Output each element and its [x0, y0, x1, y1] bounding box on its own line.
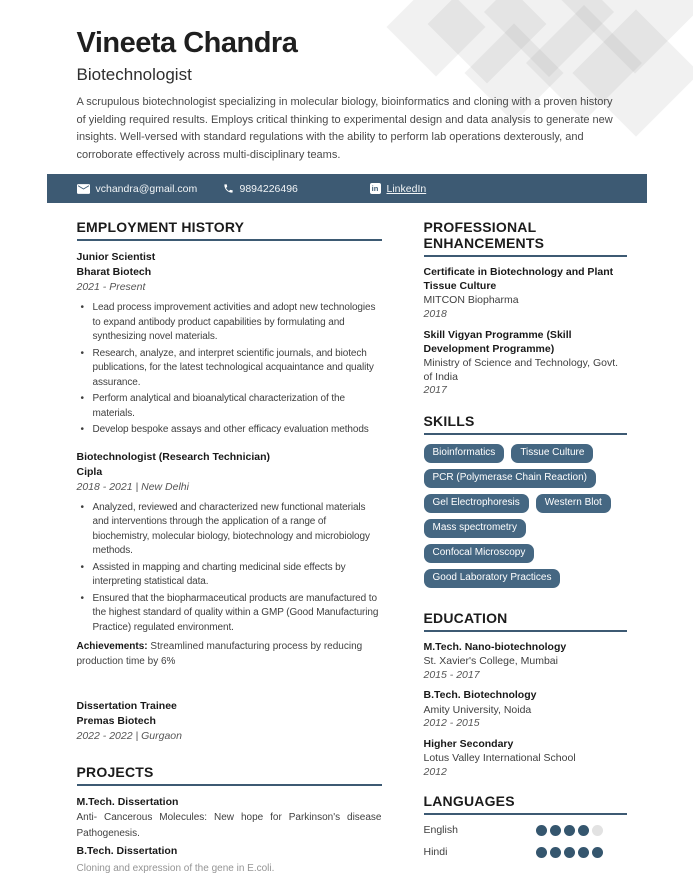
job-bullet: • Ensured that the biopharmaceutical products are manufactured to the highest standard of quality within a GMP (Good Manufacturing Practice) regulated environment.: [81, 592, 382, 636]
section-heading-enhancements: PROFESSIONAL ENHANCEMENTS: [424, 219, 627, 257]
project-name: B.Tech. Dissertation: [76, 845, 178, 857]
dot-filled: [550, 825, 561, 836]
job-achievements: [77, 639, 382, 669]
linkedin-link[interactable]: LinkedIn: [386, 182, 427, 195]
job-company: Cipla: [76, 465, 103, 478]
section-heading-skills: SKILLS: [424, 413, 627, 435]
skill-tag: Good Laboratory Practices: [424, 569, 561, 588]
education-degree: Higher Secondary: [423, 737, 514, 750]
contact-linkedin: [370, 174, 427, 203]
job-company: Premas Biotech: [76, 715, 156, 727]
skills-list: [424, 444, 627, 594]
profile-summary: A scrupulous biotechnologist specializing in molecular biology, bioinformatics and cloning with a proven history of yielding required results. Employs critical thinking to experimental design and data analysis to generate new insights. Well-versed with standard regulations with the ability to perform lab operations dexterously, and corroborate effectively across multi-disciplinary teams.: [76, 96, 613, 161]
job-entry: [77, 250, 382, 438]
section-heading-languages: LANGUAGES: [424, 793, 627, 815]
job-bullet: • Develop bespoke assays and other efficacy evaluation methods: [81, 423, 382, 438]
email-icon: [77, 184, 90, 194]
dot-filled: [550, 847, 561, 858]
education-entry: [424, 738, 627, 780]
skill-tag: Tissue Culture: [511, 444, 593, 463]
education-entry: [424, 641, 627, 683]
skill-tag: Gel Electrophoresis: [424, 494, 529, 513]
project-description: Cloning and expression of the gene in E.coli.: [76, 863, 275, 874]
skill-tag: PCR (Polymerase Chain Reaction): [424, 469, 597, 488]
dot-filled: [578, 825, 589, 836]
certification-entry: [424, 329, 627, 398]
contact-phone: [223, 174, 298, 203]
content-columns: [47, 203, 647, 877]
language-name: English: [423, 824, 458, 836]
email-text: vchandra@gmail.com: [95, 182, 198, 195]
job-bullet: • Assisted in mapping and charting medicinal side effects by interpreting statistical data.: [81, 561, 382, 590]
certification-title: Skill Vigyan Programme (Skill Development Programme): [423, 329, 572, 355]
job-dates: 2022 - 2022 | Gurgaon: [76, 730, 182, 742]
section-heading-employment: EMPLOYMENT HISTORY: [77, 219, 382, 241]
achievements-label: Achievements:: [76, 641, 148, 652]
education-entry: [424, 689, 627, 731]
job-title: Dissertation Trainee: [76, 700, 177, 712]
job-dates: 2018 - 2021 | New Delhi: [76, 480, 189, 493]
education-degree: M.Tech. Nano-biotechnology: [423, 640, 567, 653]
dot-filled: [564, 847, 575, 858]
phone-text: 9894226496: [239, 182, 298, 195]
job-bullet-list: [77, 301, 382, 438]
skill-tag: Bioinformatics: [424, 444, 505, 463]
job-entry: [77, 450, 382, 670]
candidate-title: Biotechnologist: [76, 65, 192, 84]
language-level-dots: [536, 847, 603, 858]
certification-year: 2018: [423, 307, 447, 320]
job-bullet: • Lead process improvement activities and adopt new technologies to expand antibody product capabilities by formulating and synthesizing novel materials.: [81, 301, 382, 345]
language-level-dots: [536, 825, 603, 836]
project-description: Anti- Cancerous Molecules: New hope for Parkinson's disease Pathogenesis.: [76, 812, 382, 839]
job-title: Biotechnologist (Research Technician): [76, 450, 271, 463]
education-years: 2012: [423, 765, 447, 778]
job-bullet-list: [77, 501, 382, 636]
dot-empty: [592, 825, 603, 836]
education-years: 2012 - 2015: [423, 717, 480, 729]
dot-filled: [536, 825, 547, 836]
certification-entry: [424, 266, 627, 321]
project-entry: [77, 844, 382, 877]
education-school: Lotus Valley International School: [423, 752, 576, 764]
achievements-text: Streamlined manufacturing process by reducing production time by 6%: [76, 641, 363, 667]
section-heading-education: EDUCATION: [424, 610, 627, 632]
certification-year: 2017: [423, 384, 447, 396]
left-column: [77, 219, 382, 877]
section-heading-projects: PROJECTS: [77, 764, 382, 786]
header: [47, 0, 647, 164]
language-name: Hindi: [423, 846, 448, 858]
language-row: [424, 846, 627, 858]
dot-filled: [536, 847, 547, 858]
project-entry: [77, 795, 382, 841]
language-row: [424, 824, 627, 836]
dot-filled: [578, 847, 589, 858]
dot-filled: [592, 847, 603, 858]
education-years: 2015 - 2017: [423, 668, 480, 681]
education-school: St. Xavier's College, Mumbai: [423, 655, 558, 667]
job-entry: [77, 699, 382, 744]
education-school: Amity University, Noida: [423, 703, 532, 716]
job-bullet: • Analyzed, reviewed and characterized new functional materials and interventions through the application of a range of biochemistry, molecular biology, biotechnology and microbiology methods.: [81, 501, 382, 559]
certification-org: Ministry of Science and Technology, Govt. of India: [423, 357, 619, 383]
skill-tag: Mass spectrometry: [424, 519, 526, 538]
job-bullet: • Perform analytical and bioanalytical characterization of the materials.: [81, 392, 382, 421]
linkedin-icon: in: [370, 183, 381, 194]
contact-bar: [47, 174, 647, 203]
right-column: [424, 219, 627, 877]
dot-filled: [564, 825, 575, 836]
job-dates: 2021 - Present: [76, 281, 146, 293]
phone-icon: [223, 183, 234, 194]
job-title: Junior Scientist: [76, 251, 156, 263]
education-degree: B.Tech. Biotechnology: [423, 689, 537, 701]
skill-tag: Western Blot: [536, 494, 611, 513]
certification-org: MITCON Biopharma: [423, 294, 519, 306]
project-name: M.Tech. Dissertation: [76, 796, 179, 808]
resume-page: [47, 0, 647, 874]
candidate-name: Vineeta Chandra: [76, 27, 298, 59]
job-bullet: • Research, analyze, and interpret scientific journals, and biotech publications, for the latest technological acquaintance and quality assurance.: [81, 347, 382, 391]
contact-email: [77, 174, 198, 203]
certification-title: Certificate in Biotechnology and Plant Tissue Culture: [423, 266, 614, 292]
skill-tag: Confocal Microscopy: [424, 544, 535, 563]
job-company: Bharat Biotech: [76, 266, 152, 278]
